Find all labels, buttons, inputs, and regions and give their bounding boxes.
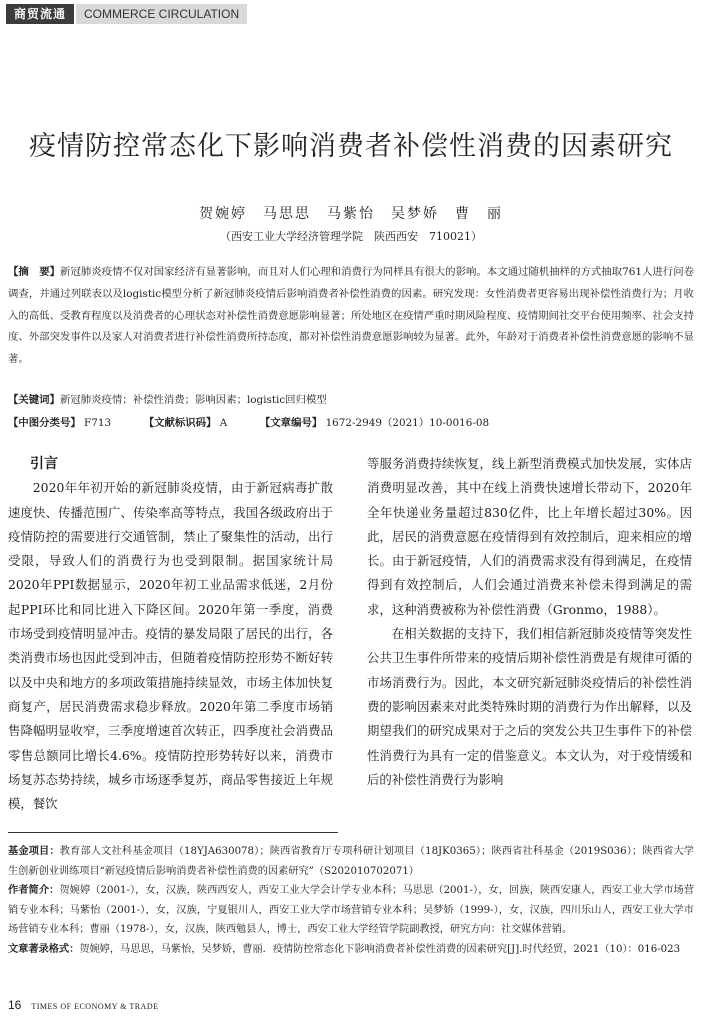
page-number: 16: [8, 998, 22, 1012]
doc-code-label: 【文献标识码】: [143, 417, 217, 429]
journal-name: TIMES OF ECONOMY & TRADE: [31, 1002, 159, 1011]
section-label-en: COMMERCE CIRCULATION: [76, 4, 247, 24]
keywords: [8, 391, 694, 406]
abstract-label: 【摘 要】: [8, 266, 61, 278]
fund-note: [8, 842, 694, 881]
classification-line: [8, 414, 694, 429]
clc-label: 【中图分类号】: [8, 417, 81, 429]
author-list: 贺婉婷 马思思 马紫怡 吴梦娇 曹 丽: [199, 206, 503, 222]
section-header: [6, 4, 247, 24]
intro-paragraph-1: 2020年年初开始的新冠肺炎疫情，由于新冠病毒扩散速度快、传播范围广、传染率高等特点，我国各级政府出于疫情防控的需要进行交通管制，禁止了聚集性的活动，出行受限，导致人们的消费行为也受到限制。据国家统计局2020年PPI数据显示，2020年初工业品需求低迷，2月份起PPI环比和同比进入下降区间。2020年第一季度，消费市场受到疫情明显冲击。疫情的暴发局限了居民的出行，各类消费市场也因此受到冲击，但随着疫情防控形势不断好转以及中央和地方的多项政策措施持续显效，市场主体加快复商复产，居民消费需求稳步释放。2020年第二季度市场销售降幅明显收窄，三季度增速首次转正，四季度社会消费品零售总额同比增长4.6%。疫情防控形势转好以来，消费市场复苏态势持续，城乡市场逐季复苏，商品零售接近上年规模，餐饮: [8, 480, 333, 812]
citation-note: [8, 940, 694, 960]
section-label-cn: 商贸流通: [6, 4, 74, 24]
article-title: 疫情防控常态化下影响消费者补偿性消费的因素研究: [29, 131, 673, 162]
body-column-left: [8, 452, 333, 816]
keywords-text: 新冠肺炎疫情；补偿性消费；影响因素；logistic回归模型: [59, 394, 327, 406]
intro-paragraph-1-cont: 等服务消费持续恢复，线上新型消费模式加快发展，实体店消费明显改善，其中在线上消费快速增长带动下，2020年全年快递业务量超过830亿件，比上年增长超过30%。因此，居民的消费意愿在疫情得到有效控制后，迎来相应的增长。由于新冠疫情，人们的消费需求没有得到满足，在疫情得到有效控制后，人们会通过消费来补偿未得到满足的需求，这种消费被称为补偿性消费（Gronmo，1988）。: [367, 456, 692, 617]
author-note: [8, 881, 694, 940]
author-text: 贺婉婷（2001-），女，汉族，陕西西安人，西安工业大学会计学专业本科；马思思（2001-），女，回族，陕西安康人，西安工业大学市场营销专业本科；马紫怡（2001-），女，汉族，宁夏银川人，西安工业大学市场营销专业本科；吴梦娇（1999-），女，汉族，四川乐山人，西安工业大学市场营销专业本科；曹丽（1978-），女，汉族，陕西勉县人，博士，西安工业大学经管学院副教授，研究方向：社交媒体营销。: [8, 885, 695, 936]
clc-value: F713: [84, 417, 112, 429]
article-number-label: 【文章编号】: [259, 417, 323, 429]
citation-text: 贺婉婷，马思思，马紫怡，吴梦娇，曹丽．疫情防控常态化下影响消费者补偿性消费的因素研究[J].时代经贸，2021（10）：016-023: [79, 943, 681, 955]
body-column-right: [367, 452, 692, 792]
article-number-value: 1672-2949（2021）10-0016-08: [325, 417, 490, 429]
affiliation: （西安工业大学经济管理学院 陕西西安 710021）: [220, 230, 482, 243]
fund-label: 基金项目：: [8, 846, 60, 857]
footnotes: [8, 842, 694, 960]
author-label: 作者简介：: [8, 885, 60, 897]
footnote-divider: [8, 832, 338, 833]
intro-paragraph-2: 在相关数据的支持下，我们相信新冠肺炎疫情等突发性公共卫生事件所带来的疫情后期补偿性消费是有规律可循的市场消费行为。因此，本文研究新冠肺炎疫情后的补偿性消费的影响因素来对此类特殊时期的消费行为作出解释，以及期望我们的研究成果对于之后的突发公共卫生事件下的补偿性消费行为具有一定的借鉴意义。本文认为，对于疫情缓和后的补偿性消费行为影响: [367, 626, 692, 787]
citation-label: 文章著录格式：: [8, 943, 80, 955]
fund-text: 教育部人文社科基金项目（18YJA630078）；陕西省教育厅专项科研计划项目（18JK0365）；陕西省社科基金（2019S036）；陕西省大学生创新创业训练项目“新冠疫情后影响消费者补偿性消费的因素研究”（S202010702071）: [8, 846, 694, 877]
intro-heading: 引言: [30, 456, 58, 472]
abstract-text: 新冠肺炎疫情不仅对国家经济有显著影响，而且对人们心理和消费行为同样具有很大的影响。本文通过随机抽样的方式抽取761人进行问卷调查，并通过列联表以及logistic模型分析了新冠肺炎疫情后影响消费者补偿性消费的因素。研究发现：女性消费者更容易出现补偿性消费行为；月收入的高低、受教育程度以及消费者的心理状态对补偿性消费意愿影响显著；所处地区在疫情严重时期风险程度、疫情期间社交平台使用频率、社会支持度、外部突发事件以及家人对消费者进行补偿性消费所持态度，都对补偿性消费意愿影响较为显著。此外，年龄对于消费者补偿性消费意愿的影响不显著。: [8, 266, 695, 366]
keywords-label: 【关键词】: [8, 394, 60, 406]
page-footer: [8, 998, 158, 1012]
doc-code-value: A: [219, 417, 228, 429]
abstract: [8, 262, 694, 371]
